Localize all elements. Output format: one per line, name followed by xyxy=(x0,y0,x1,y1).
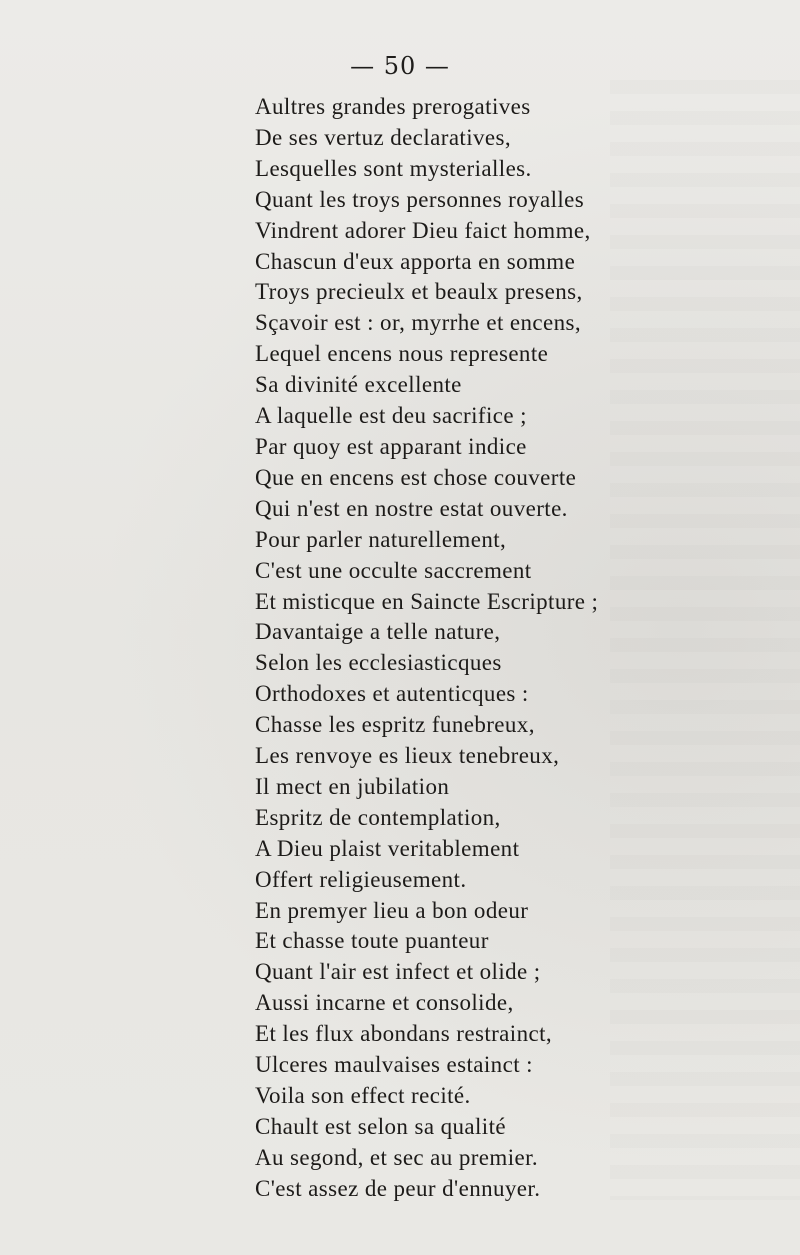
poem-line: Au segond, et sec au premier. xyxy=(255,1144,539,1170)
poem-line: Pour parler naturellement, xyxy=(255,526,507,552)
poem-line: Voila son effect recité. xyxy=(255,1083,471,1108)
poem-line: Aussi incarne et consolide, xyxy=(255,990,514,1016)
poem-line: Aultres grandes prerogatives xyxy=(255,94,531,119)
poem-line: Chasse les espritz funebreux, xyxy=(255,712,535,738)
poem-line: Troys precieulx et beaulx presens, xyxy=(255,279,583,305)
poem-line: A laquelle est deu sacrifice ; xyxy=(255,403,527,429)
poem-line: Selon les ecclesiasticques xyxy=(255,650,502,676)
poem-line: Orthodoxes et autenticques : xyxy=(255,681,529,707)
poem-line: Quant l'air est infect et olide ; xyxy=(255,959,541,985)
poem-line: Qui n'est en nostre estat ouverte. xyxy=(255,495,568,521)
poem-line: Que en encens est chose couverte xyxy=(255,464,577,490)
poem-line: C'est une occulte saccrement xyxy=(255,557,532,583)
poem-line: Espritz de contemplation, xyxy=(255,804,501,830)
poem-line: Et chasse toute puanteur xyxy=(255,928,489,954)
poem-text xyxy=(255,92,725,1205)
poem-line: Chault est selon sa qualité xyxy=(255,1113,506,1139)
poem-line: Sçavoir est : or, myrrhe et encens, xyxy=(255,310,582,336)
poem-line: Lesquelles sont mysterialles. xyxy=(255,155,532,181)
poem-line: Par quoy est apparant indice xyxy=(255,433,527,459)
poem-line: De ses vertuz declaratives, xyxy=(255,124,512,150)
poem-line: Ulceres maulvaises estainct : xyxy=(255,1052,533,1078)
poem-line: Et misticque en Saincte Escripture ; xyxy=(255,588,599,614)
poem-line: Sa divinité excellente xyxy=(255,372,462,398)
poem-line: Lequel encens nous represente xyxy=(255,341,549,367)
poem-line: En premyer lieu a bon odeur xyxy=(255,897,529,923)
poem-line: Vindrent adorer Dieu faict homme, xyxy=(255,217,591,243)
page-number: — 50 — xyxy=(350,52,450,80)
poem-line: Offert religieusement. xyxy=(255,866,467,892)
poem-line: C'est assez de peur d'ennuyer. xyxy=(255,1175,541,1201)
poem-line: Chascun d'eux apporta en somme xyxy=(255,248,576,274)
poem-line: Il mect en jubilation xyxy=(255,773,450,799)
poem-line: Et les flux abondans restrainct, xyxy=(255,1021,553,1047)
poem-line: A Dieu plaist veritablement xyxy=(255,835,520,861)
poem-line: Davantaige a telle nature, xyxy=(255,619,501,645)
poem-line: Les renvoye es lieux tenebreux, xyxy=(255,743,560,769)
poem-line: Quant les troys personnes royalles xyxy=(255,186,585,212)
